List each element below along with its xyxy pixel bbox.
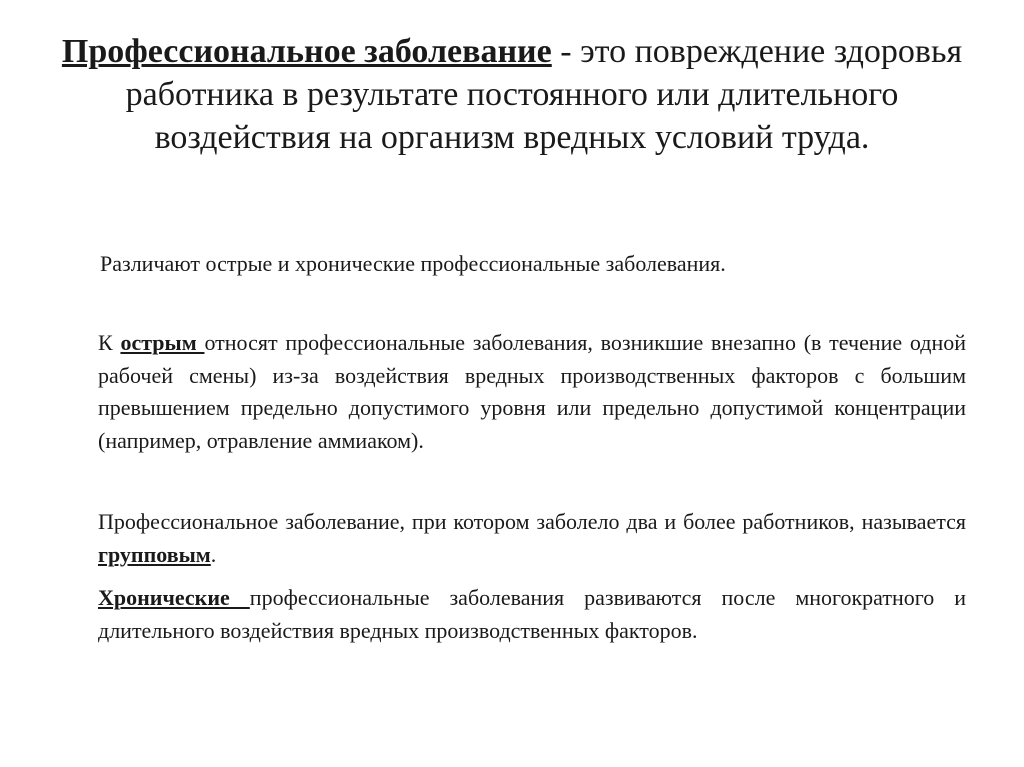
group-keyword: групповым xyxy=(98,541,211,567)
acute-keyword: острым xyxy=(120,330,205,355)
group-paragraph xyxy=(98,506,966,571)
subtitle: Различают острые и хронические профессиональные заболевания. xyxy=(100,251,726,276)
chronic-keyword: Хронические xyxy=(98,585,250,610)
group-suffix: . xyxy=(210,541,217,567)
chronic-text: профессиональные заболевания развиваются после многократного и длительного воздействия вредных производственных факторов. xyxy=(98,585,967,643)
group-text: Профессиональное заболевание, при котором заболело два и более работников, называется xyxy=(98,509,966,534)
acute-text: относят профессиональные заболевания, возникшие внезапно (в течение одной рабочей смены) из-за воздействия вредных производственных факторов с большим превышением предельно допустимого уровня или предельно допустимой концентрации (например, отравление аммиаком). xyxy=(98,330,966,453)
acute-prefix: К xyxy=(98,330,121,355)
title-term: Профессиональное заболевание xyxy=(61,33,552,70)
chronic-paragraph xyxy=(98,582,966,647)
title-definition: - это повреждение здоровья работника в результате постоянного или длительного воздействия на организм вредных условий труда. xyxy=(125,33,963,156)
acute-paragraph xyxy=(98,327,966,457)
slide-title xyxy=(60,30,964,159)
